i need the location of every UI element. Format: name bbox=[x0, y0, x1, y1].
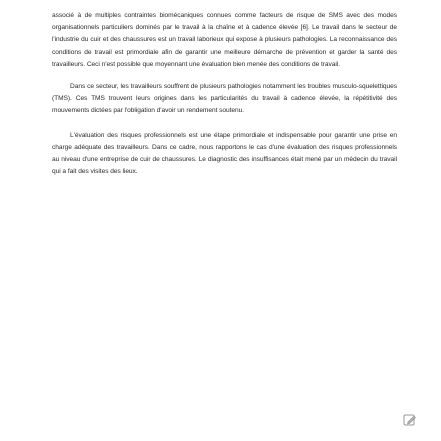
pen-icon[interactable] bbox=[403, 413, 417, 427]
document-page bbox=[52, 10, 397, 178]
paragraph-1: associé à de multiples contraintes biomécaniques connues comme facteurs de risque de SMS avec des modes organisationnels particuliers dominés par le travail à la chaîne et à cadence élevée [6]. Le travail dans le secteur de l'industrie du cuir et des chaussures est un travail laborieux qui expose à plusieurs pathologies. La reconnaissance des conditions de travail est primordiale afin de garantir une meilleure démarche de prévention et garder la santé des travailleurs. Ceci n'est possible que moyennant une évaluation bien menée des conditions de travail. bbox=[52, 12, 397, 68]
paragraph-2: Dans ce secteur, les travailleurs souffrent de plusieurs pathologies notamment les troubles musculo-squelettiques (TMS). Ces TMS trouvent leurs origines dans les particularités du travail à cadence élevée, la répétitivité des mouvements dictées par l'obligation d'avoir un rendement soutenu. bbox=[52, 83, 397, 115]
paragraph-3: L'évaluation des risques professionnels est une étape primordiale et indispensable pour garantir une prise en charge adéquate des travailleurs. Dans ce cadre, nous rapportons le cas d'une évaluation des risques professionnels au niveau d'une entreprise de cuir de chaussures. Le diagnostic des insuffisances était mené par un médecin du travail qui a fait des visites des lieux. bbox=[52, 131, 397, 176]
